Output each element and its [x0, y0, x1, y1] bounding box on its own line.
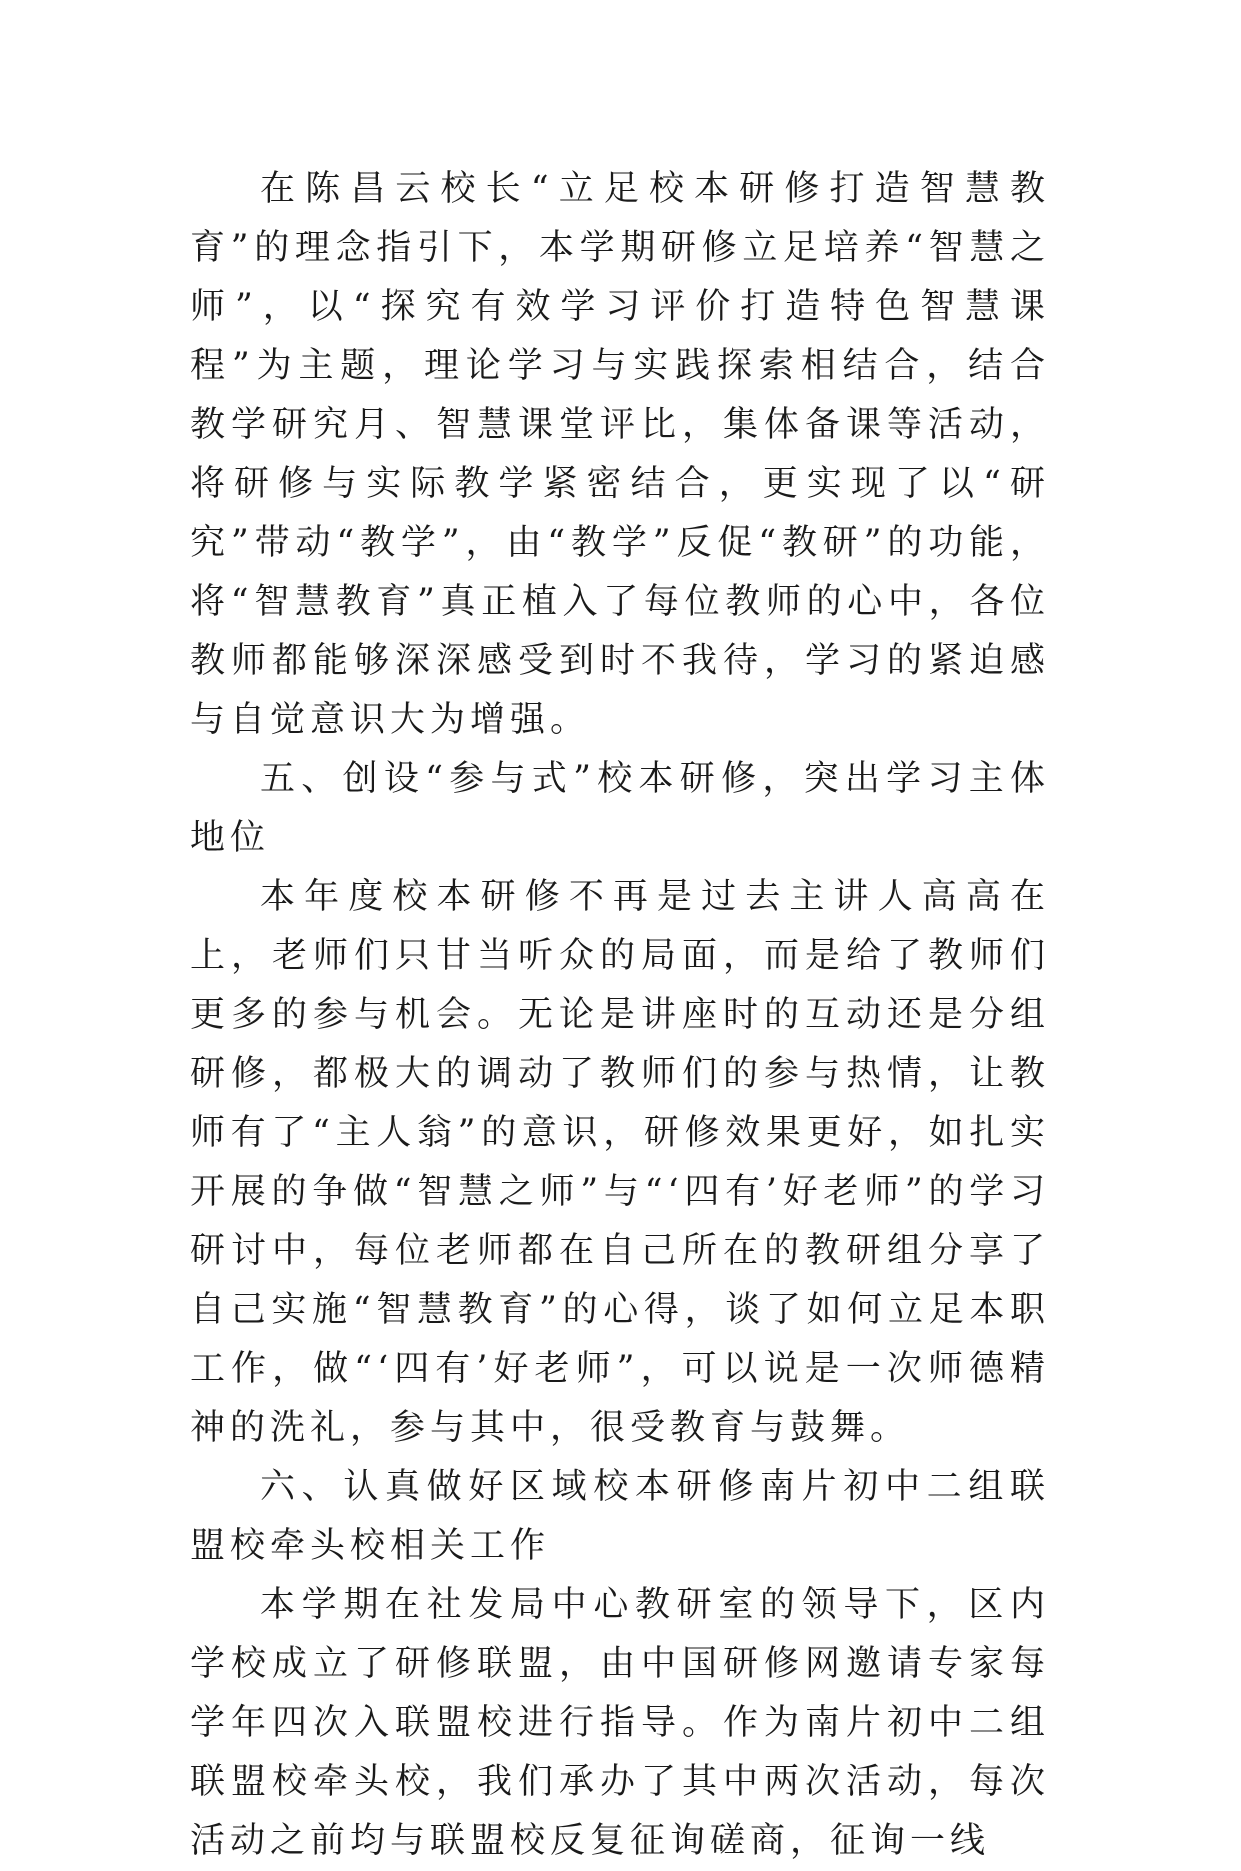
- paragraph-participatory-training: 本年度校本研修不再是过去主讲人高高在上，老师们只甘当听众的局面，而是给了教师们更多的参与机会。无论是讲座时的互动还是分组研修，都极大的调动了教师们的参与热情，让教师有了“主人翁”的意识，研修效果更好，如扎实开展的争做“智慧之师”与“‘四有’好老师”的学习研讨中，每位老师都在自己所在的教研组分享了自己实施“智慧教育”的心得，谈了如何立足本职工作，做“‘四有’好老师”，可以说是一次师德精神的洗礼，参与其中，很受教育与鼓舞。: [190, 877, 1050, 1448]
- paragraph-alliance-work: 本学期在社发局中心教研室的领导下，区内学校成立了研修联盟，由中国研修网邀请专家每学年四次入联盟校进行指导。作为南片初中二组联盟校牵头校，我们承办了其中两次活动，每次活动之前均与联盟校反复征询磋商，征询一线: [190, 1585, 1050, 1861]
- paragraph-wisdom-education: 在陈昌云校长“立足校本研修打造智慧教育”的理念指引下，本学期研修立足培养“智慧之师”，以“探究有效学习评价打造特色智慧课程”为主题，理论学习与实践探索相结合，结合教学研究月、智慧课堂评比，集体备课等活动，将研修与实际教学紧密结合，更实现了以“研究”带动“教学”，由“教学”反促“教研”的功能，将“智慧教育”真正植入了每位教师的心中，各位教师都能够深深感受到时不我待，学习的紧迫感与自觉意识大为增强。: [190, 169, 1050, 740]
- document-body: [190, 160, 1050, 1871]
- section-heading-6: 六、认真做好区域校本研修南片初中二组联盟校牵头校相关工作: [190, 1467, 1050, 1566]
- section-heading-5: 五、创设“参与式”校本研修，突出学习主体地位: [190, 759, 1050, 858]
